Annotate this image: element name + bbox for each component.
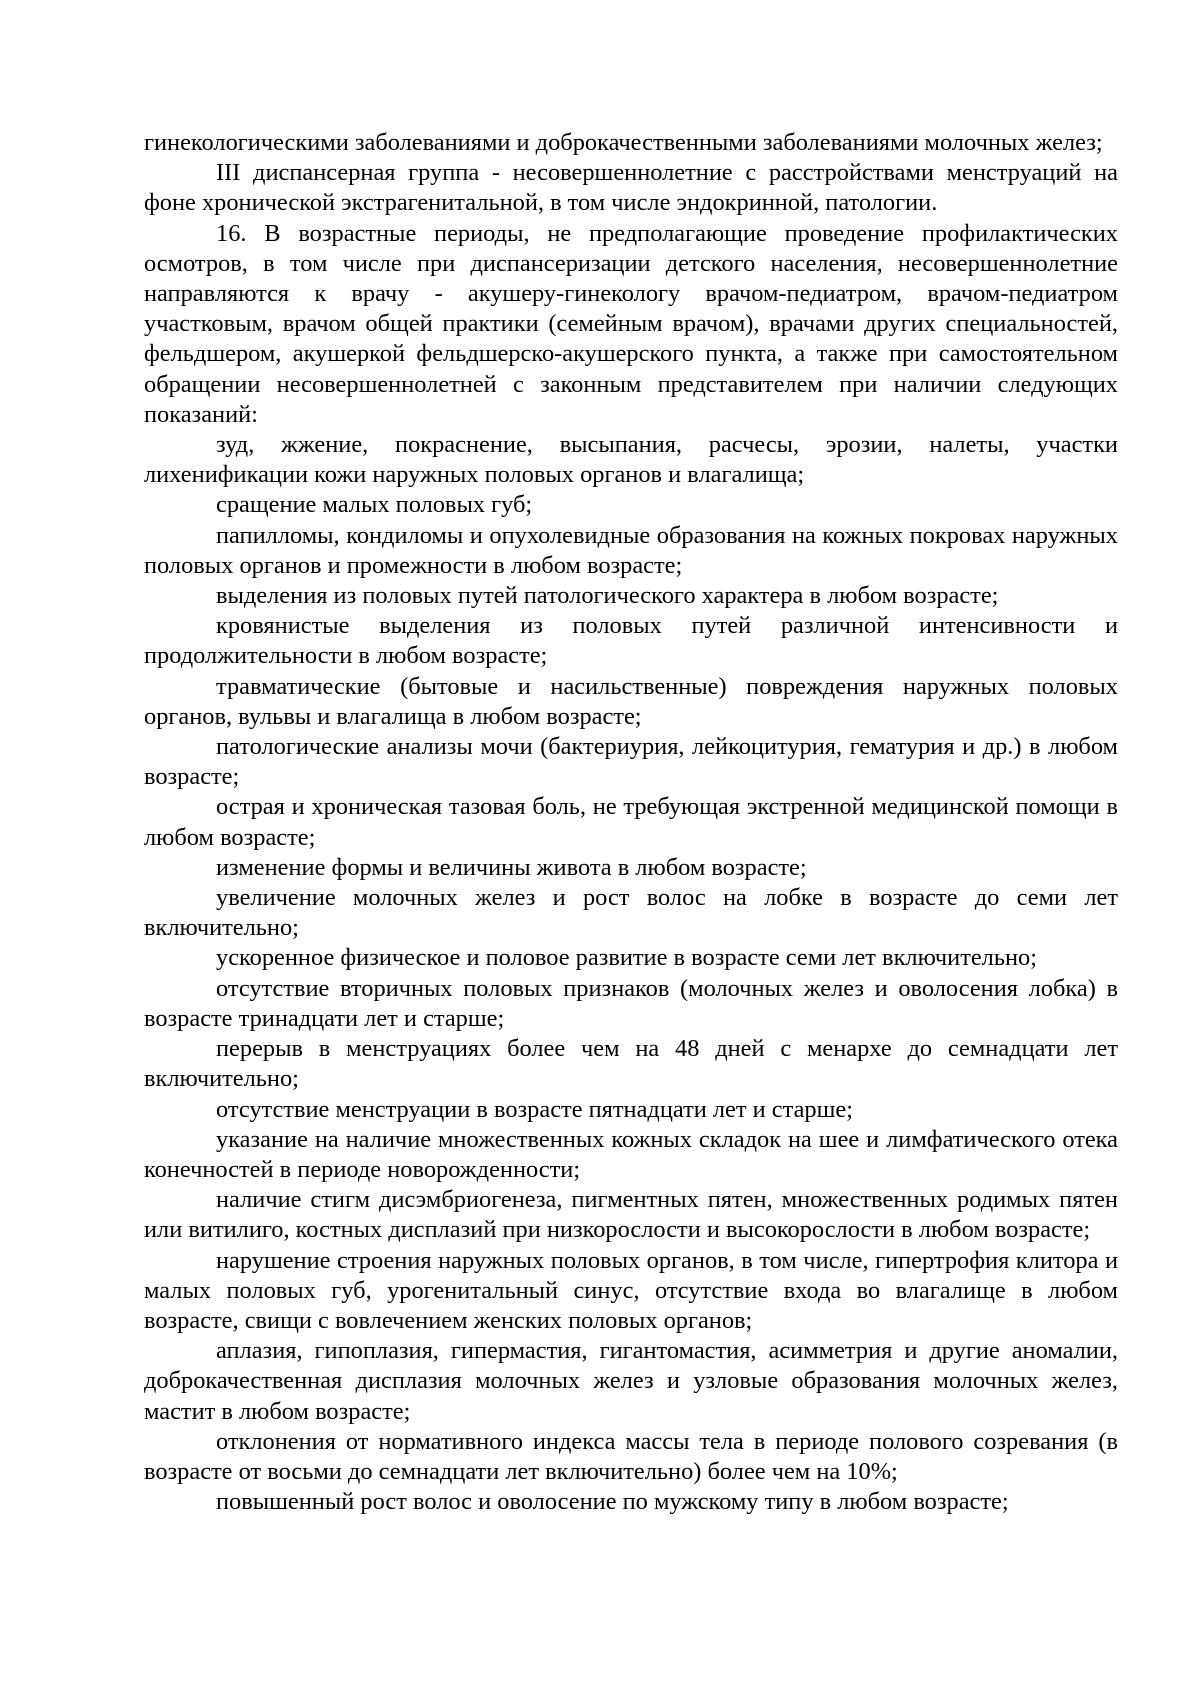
indication-item: перерыв в менструациях более чем на 48 дней с менархе до семнадцати лет включительно; xyxy=(144,1035,1118,1093)
indication-item: увеличение молочных желез и рост волос на лобке в возрасте до семи лет включительно; xyxy=(144,884,1118,942)
indication-item: изменение формы и величины живота в любом возрасте; xyxy=(216,853,807,881)
indication-item: нарушение строения наружных половых органов, в том числе, гипертрофия клитора и малых половых губ, урогенитальный синус, отсутствие входа во влагалище в любом возрасте, свищи с вовлечением женских половых органов; xyxy=(144,1246,1118,1334)
indication-item: повышенный рост волос и оволосение по мужскому типу в любом возрасте; xyxy=(216,1488,1009,1516)
indication-item: травматические (бытовые и насильственные) повреждения наружных половых органов, вульвы и влагалища в любом возрасте; xyxy=(144,672,1118,730)
indication-item: выделения из половых путей патологического характера в любом возрасте; xyxy=(216,582,999,610)
indication-item: зуд, жжение, покраснение, высыпания, расчесы, эрозии, налеты, участки лихенификации кожи наружных половых органов и влагалища; xyxy=(144,431,1118,489)
indication-item: ускоренное физическое и половое развитие в возрасте семи лет включительно; xyxy=(216,944,1038,972)
paragraph-continuation: гинекологическими заболеваниями и доброкачественными заболеваниями молочных желез; xyxy=(144,129,1103,156)
indication-item: отсутствие вторичных половых признаков (молочных желез и оволосения лобка) в возрасте тринадцати лет и старше; xyxy=(144,974,1118,1032)
indication-item: острая и хроническая тазовая боль, не требующая экстренной медицинской помощи в любом возрасте; xyxy=(144,793,1118,851)
indication-item: наличие стигм дисэмбриогенеза, пигментных пятен, множественных родимых пятен или витилиго, костных дисплазий при низкорослости и высокорослости в любом возрасте; xyxy=(144,1186,1118,1244)
indication-item: отклонения от нормативного индекса массы тела в периоде полового созревания (в возрасте от восьми до семнадцати лет включительно) более чем на 10%; xyxy=(144,1427,1118,1485)
paragraph-item-16: 16. В возрастные периоды, не предполагающие проведение профилактических осмотров, в том числе при диспансеризации детского населения, несовершеннолетние направляются к врачу - акушеру-гинекологу врачом-педиатром, врачом-педиатром участковым, врачом общей практики (семейным врачом), врачами других специальностей, фельдшером, акушеркой фельдшерско-акушерского пункта, а также при самостоятельном обращении несовершеннолетней с законным представителем при наличии следующих показаний: xyxy=(144,219,1118,428)
indication-item: отсутствие менструации в возрасте пятнадцати лет и старше; xyxy=(216,1095,853,1123)
indication-item: сращение малых половых губ; xyxy=(216,491,533,519)
paragraph-group-iii: III диспансерная группа - несовершеннолетние с расстройствами менструаций на фоне хронической экстрагенитальной, в том числе эндокринной, патологии. xyxy=(144,159,1118,217)
indication-item: папилломы, кондиломы и опухолевидные образования на кожных покровах наружных половых органов и промежности в любом возрасте; xyxy=(144,521,1118,579)
indication-item: указание на наличие множественных кожных складок на шее и лимфатического отека конечностей в периоде новорожденности; xyxy=(144,1125,1118,1183)
indication-item: аплазия, гипоплазия, гипермастия, гигантомастия, асимметрия и другие аномалии, доброкачественная дисплазия молочных желез и узловые образования молочных желез, мастит в любом возрасте; xyxy=(144,1337,1118,1425)
indication-item: патологические анализы мочи (бактериурия, лейкоцитурия, гематурия и др.) в любом возрасте; xyxy=(144,733,1118,791)
indication-item: кровянистые выделения из половых путей различной интенсивности и продолжительности в любом возрасте; xyxy=(144,612,1118,670)
document-page xyxy=(144,128,1118,1517)
